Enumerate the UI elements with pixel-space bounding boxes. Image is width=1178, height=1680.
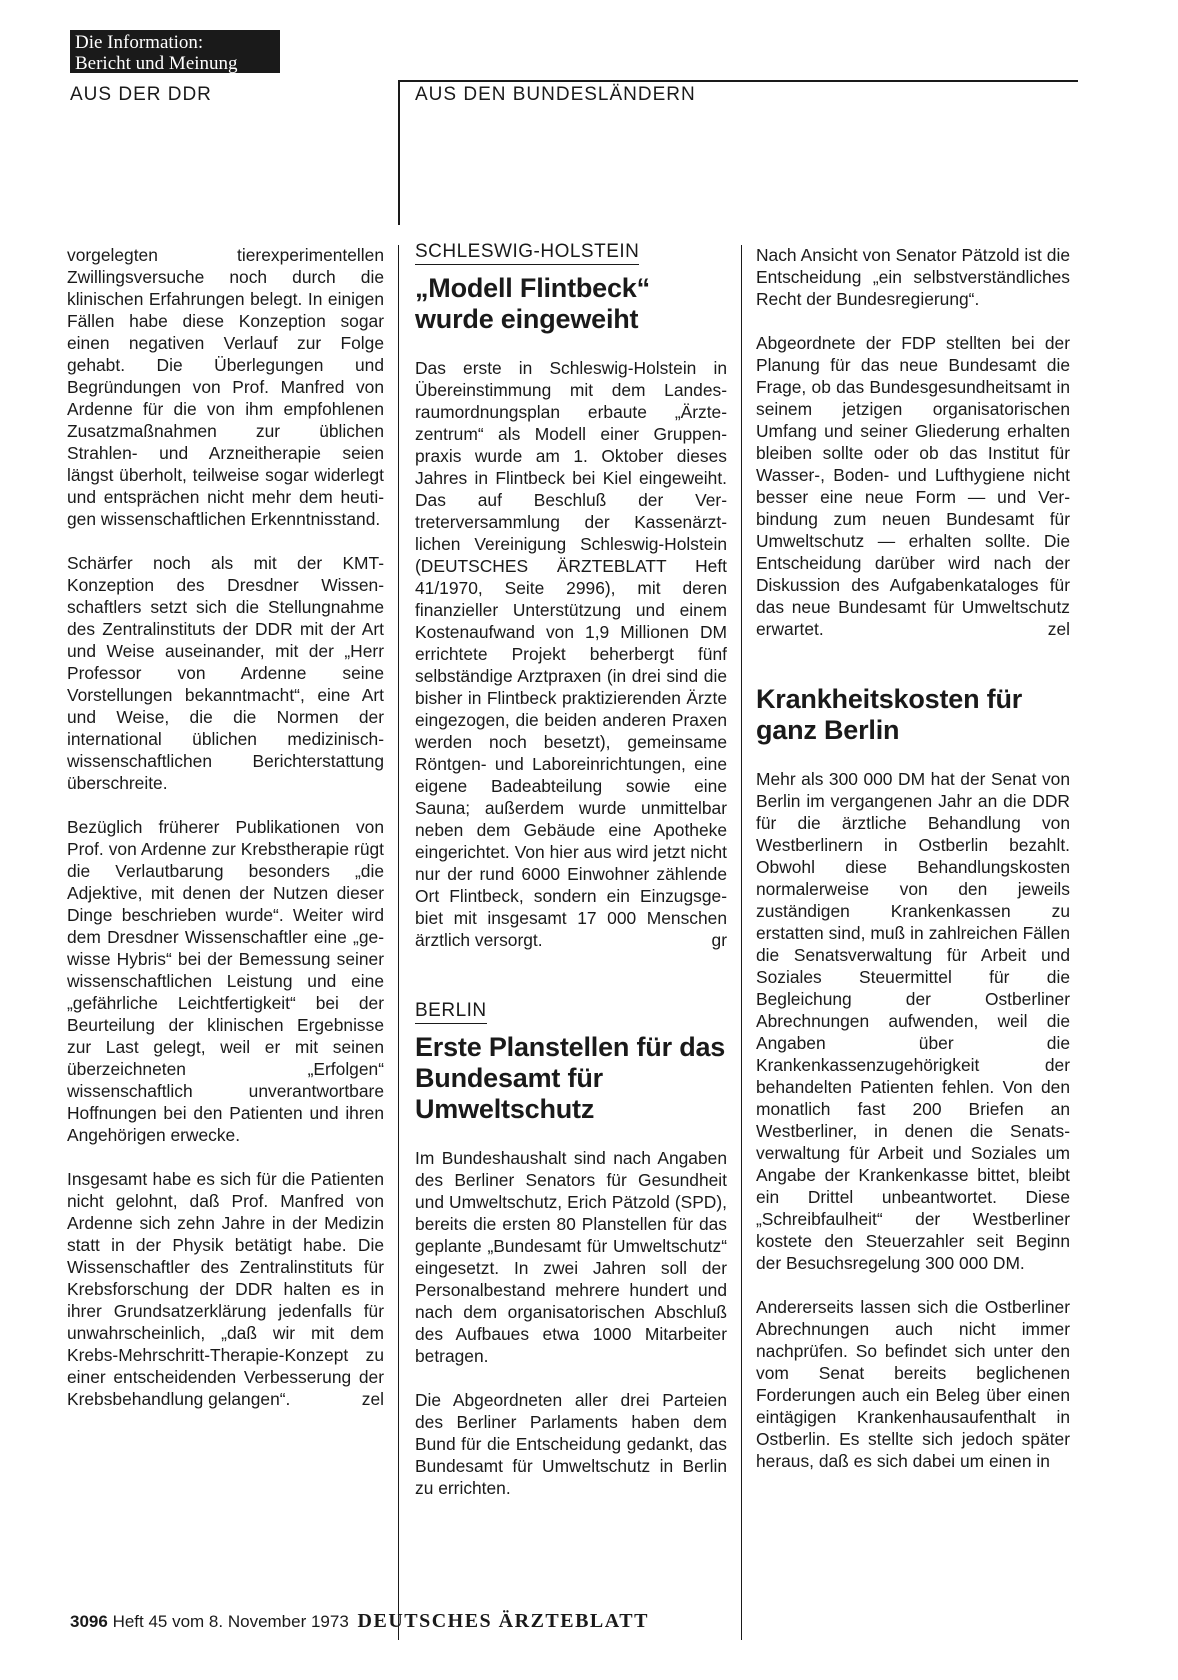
section-label-bundeslaender: AUS DEN BUNDESLÄNDERN <box>415 84 696 105</box>
column-3 <box>756 244 1070 1472</box>
col2-paragraph-3: Die Abgeordneten aller drei Parteien des Berliner Parlaments haben dem Bund für die Entscheidung gedankt, das Bundesamt für Umweltschutz in Berlin zu errichten. <box>415 1390 727 1498</box>
column-2 <box>415 240 727 1499</box>
journal-name: DEUTSCHES ÄRZTEBLATT <box>357 1610 649 1632</box>
masthead-logo <box>70 30 280 73</box>
col2-paragraph-2: Im Bundeshaushalt sind nach Angaben des Berliner Senators für Gesundheit und Umweltschutz, Erich Pätzold (SPD), bereits die ersten 80 Planstellen für das geplante „Bundesamt für Umweltschutz“ eingesetzt. In zwei Jahren soll der Personalbestand mehrere hundert und nach dem organisatorischen Abschluß des Aufbaues etwa 1000 Mitarbeiter betragen. <box>415 1148 727 1366</box>
author-signature: gr <box>711 930 727 950</box>
headline-erste-planstellen: Erste Planstellen für das Bundesamt für Umweltschutz <box>415 1032 726 1124</box>
author-signature: zel <box>1047 619 1070 639</box>
col1-paragraph-4 <box>67 1168 384 1410</box>
kicker-berlin: BERLIN <box>415 1000 487 1024</box>
column-rule-1 <box>398 245 399 1640</box>
kicker-schleswig-holstein: SCHLESWIG-HOLSTEIN <box>415 241 639 265</box>
masthead-line1: Die Information: <box>75 32 204 53</box>
section-label-ddr: AUS DER DDR <box>70 84 212 105</box>
column-1 <box>67 244 384 1410</box>
section-top-rule <box>400 80 1078 82</box>
col3-paragraph-4: Andererseits lassen sich die Ostberliner Abrechnungen auch nicht immer nachprüfen. So befindet sich unter den vom Senat bereits beglichenen Forderungen auch ein Beleg über einen eintägigen Krankenhausaufenthalt in Ostberlin. Es stellte sich jedoch später heraus, daß es sich dabei um einen in <box>756 1297 1070 1471</box>
author-signature: zel <box>361 1389 384 1409</box>
column-rule-2 <box>741 245 742 1640</box>
col2-paragraph-1-text: Das erste in Schleswig-Holstein in Übereinstimmung mit dem Landesraumordnungsplan erbaute „Ärztezentrum“ als Modell einer Gruppenpraxis wurde am 1. Oktober dieses Jahres in Flintbeck bei Kiel eingeweiht. Das auf Beschluß der Vertreterversammlung der Kassenärztlichen Vereinigung Schleswig-Holstein (DEUTSCHES ÄRZTEBLATT Heft 41/1970, Seite 2996), mit deren finanzieller Unterstützung und einem Kostenaufwand von 1,9 Millionen DM errichtete Projekt beherbergt fünf selbständige Arztpraxen (in drei sind die bisher in Flintbeck praktizierenden Ärzte eingezogen, die beiden anderen Praxen werden noch besetzt), gemeinsame Röntgen- und Laboreinrichtungen, eine eigene Badeabteilung sowie eine Sauna; außerdem wurde unmittelbar neben dem Gebäude eine Apotheke eingerichtet. Von hier aus wird jetzt nicht nur der rund 6000 Einwohner zählende Ort Flintbeck, sondern ein Einzugsgebiet mit insgesamt 17 000 Menschen ärztlich versorgt. <box>415 358 727 950</box>
col1-paragraph-2: Schärfer noch als mit der KMT-Konzeption des Dresdner Wissenschaftlers setzt sich die Stellungnahme des Zentralinstituts der DDR mit der Art und Weise auseinander, mit der „Herr Professor von Ardenne seine Vorstellungen bekanntmacht“, eine Art und Weise, die die Normen der international üblichen medizinisch-wissenschaftlichen Berichterstattung überschreite. <box>67 553 384 793</box>
col3-paragraph-2 <box>756 332 1070 640</box>
col3-paragraph-2-text: Abgeordnete der FDP stellten bei der Planung für das neue Bundesamt die Frage, ob das Bundesgesundheitsamt in seinem jetzigen organisatorischen Umfang und seiner Gliederung erhalten bleiben sollte oder ob das Institut für Wasser-, Boden- und Lufthygiene nicht besser eine neue Form — und Verbindung zum neuen Bundesamt für Umweltschutz — erhalten sollte. Die Entscheidung darüber wird nach der Diskussion des Aufgabenkataloges für das neue Bundesamt für Umweltschutz erwartet. <box>756 333 1070 639</box>
masthead-line2: Bericht und Meinung <box>75 53 238 74</box>
col3-paragraph-3: Mehr als 300 000 DM hat der Senat von Berlin im vergangenen Jahr an die DDR für die ärztliche Behandlung von Westberlinern in Ostberlin bezahlt. Obwohl diese Behandlungskosten normalerweise von den jeweils zuständigen Krankenkassen zu erstatten sind, muß in zahlreichen Fällen die Senatsverwaltung für Arbeit und Soziales Steuermittel für die Begleichung der Ostberliner Abrechnungen aufwenden, weil die Angaben über die Krankenkassenzugehörigkeit der behandelten Patienten fehlen. Von den monatlich fast 200 Briefen an Westberliner, in denen die Senatsverwaltung für Arbeit und Soziales um Angabe der Krankenkasse bittet, bleibt ein Drittel unbeantwortet. Diese „Schreibfaulheit“ der Westberliner kostete den Steuerzahler seit Beginn der Besuchsregelung 300 000 DM. <box>756 769 1070 1273</box>
col1-paragraph-3: Bezüglich früherer Publikationen von Prof. von Ardenne zur Krebstherapie rügt die Verlautbarung besonders „die Adjektive, mit denen der Nutzen dieser Dinge beschrieben wurde“. Weiter wird dem Dresdner Wissenschaftler eine „gewisse Hybris“ bei der Bemessung seiner wissenschaftlichen Leistung und eine „gefährliche Leichtfertigkeit“ bei der Beurteilung der klinischen Ergebnisse zur Last gelegt, weil er mit seinen überzeichneten „Erfolgen“ wissenschaftlich unverantwortbare Hoffnungen bei den Patienten und ihren Angehörigen erwecke. <box>67 817 384 1145</box>
headline-modell-flintbeck: „Modell Flintbeck“ wurde eingeweiht <box>415 273 650 334</box>
page-footer <box>70 1610 649 1633</box>
col3-paragraph-1: Nach Ansicht von Senator Pätzold ist die Entscheidung „ein selbstverständliches Recht der Bundesregierung“. <box>756 245 1070 309</box>
headline-krankheitskosten: Krankheitskosten für ganz Berlin <box>756 684 1023 745</box>
col1-paragraph-4-text: Insgesamt habe es sich für die Patienten nicht gelohnt, daß Prof. Manfred von Ardenne sich zehn Jahre in der Medizin statt in der Physik betätigt habe. Die Wissenschaftler des Zentralinstituts für Krebsforschung der DDR halten es in ihrer Grundsatzerklärung jedenfalls für unwahrscheinlich, „daß wir mit dem Krebs-Mehrschritt-Therapie-Konzept zu einer entscheidenden Verbesserung der Krebsbehandlung gelangen“. <box>67 1169 384 1409</box>
col1-paragraph-1: vorgelegten tierexperimentellen Zwillingsversuche noch durch die klinischen Erfahrungen belegt. In einigen Fällen habe diese Konzeption sogar einen negativen Verlauf zur Folge gehabt. Die Überlegungen und Begründungen von Prof. Manfred von Ardenne für die von ihm empfohlenen Zusatzmaßnahmen zur üblichen Strahlen- und Arzneitherapie seien längst überholt, teilweise sogar widerlegt und entsprächen nicht mehr dem heutigen wissenschaftlichen Erkenntnisstand. <box>67 245 384 529</box>
section-divider <box>398 80 400 225</box>
col2-paragraph-1 <box>415 357 727 951</box>
page-number: 3096 <box>70 1612 108 1631</box>
issue-info: Heft 45 vom 8. November 1973 <box>112 1612 349 1631</box>
